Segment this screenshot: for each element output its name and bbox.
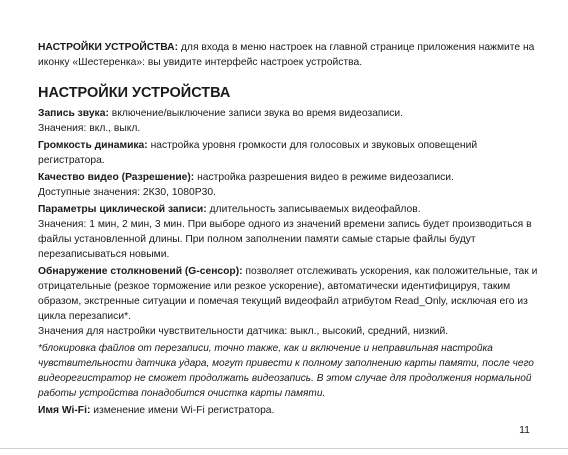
intro-term: НАСТРОЙКИ УСТРОЙСТВА: xyxy=(38,42,179,53)
setting-term: Запись звука: xyxy=(38,108,109,119)
setting-description: настройка уровня громкости для голосовых и звуковых оповещений регистратора. xyxy=(38,140,478,166)
document-page xyxy=(38,40,544,420)
setting-sound-recording xyxy=(38,106,544,136)
section-title: НАСТРОЙКИ УСТРОЙСТВА xyxy=(38,85,231,101)
footnote: *блокировка файлов от перезаписи, точно также, как и включение и неправильная настройка чувствительности датчика удара, могут привести к полному заполнению карты памяти, после чего видеорегистратор не сможет продолжать видеозапись. В этом случае для продолжения нормальной работы устройства понадобится очистка карты памяти. xyxy=(38,343,534,399)
bottom-divider xyxy=(0,448,568,449)
setting-speaker-volume xyxy=(38,138,544,168)
setting-term: Громкость динамика: xyxy=(38,140,148,151)
setting-description: настройка разрешения видео в режиме видеозаписи. xyxy=(194,172,454,183)
setting-term: Параметры циклической записи: xyxy=(38,204,207,215)
page-number: 11 xyxy=(519,424,530,436)
setting-term: Имя Wi-Fi: xyxy=(38,405,91,416)
setting-values: Доступные значения: 2К30, 1080Р30. xyxy=(38,187,216,198)
setting-description: включение/выключение записи звука во время видеозаписи. xyxy=(108,108,404,119)
setting-wifi-name xyxy=(38,403,544,418)
setting-values: Значения для настройки чувствительности датчика: выкл., высокий, средний, низкий. xyxy=(38,326,449,337)
intro-paragraph xyxy=(38,40,544,70)
setting-term: Качество видео (Разрешение): xyxy=(38,172,195,183)
intro-text: для входа в меню настроек на главной странице приложения нажмите на иконку «Шестеренка»: вы увидите интерфейс настроек устройства. xyxy=(38,42,535,68)
setting-description: длительность записываемых видеофайлов. xyxy=(206,204,421,215)
setting-description: позволяет отслеживать ускорения, как положительные, так и отрицательные (резкое торможение или резкое ускорение), автоматически идентифицируя, таким образом, экстренные ситуации и помечая текущий видеофайл атрибутом Read_Only, исключая его из цикла перезаписи*. xyxy=(38,266,538,322)
setting-values: Значения: 1 мин, 2 мин, 3 мин. При выборе одного из значений времени запись будет производиться в файлы установленной длины. При полном заполнении памяти самые старые файлы будут перезаписываться новыми. xyxy=(38,219,532,260)
setting-values: Значения: вкл., выкл. xyxy=(38,123,141,134)
setting-term: Обнаружение столкновений (G-сенсор): xyxy=(38,266,243,277)
setting-loop-recording xyxy=(38,202,544,262)
setting-description: изменение имени Wi-Fi регистратора. xyxy=(90,405,275,416)
setting-video-quality xyxy=(38,170,544,200)
setting-g-sensor xyxy=(38,264,544,339)
